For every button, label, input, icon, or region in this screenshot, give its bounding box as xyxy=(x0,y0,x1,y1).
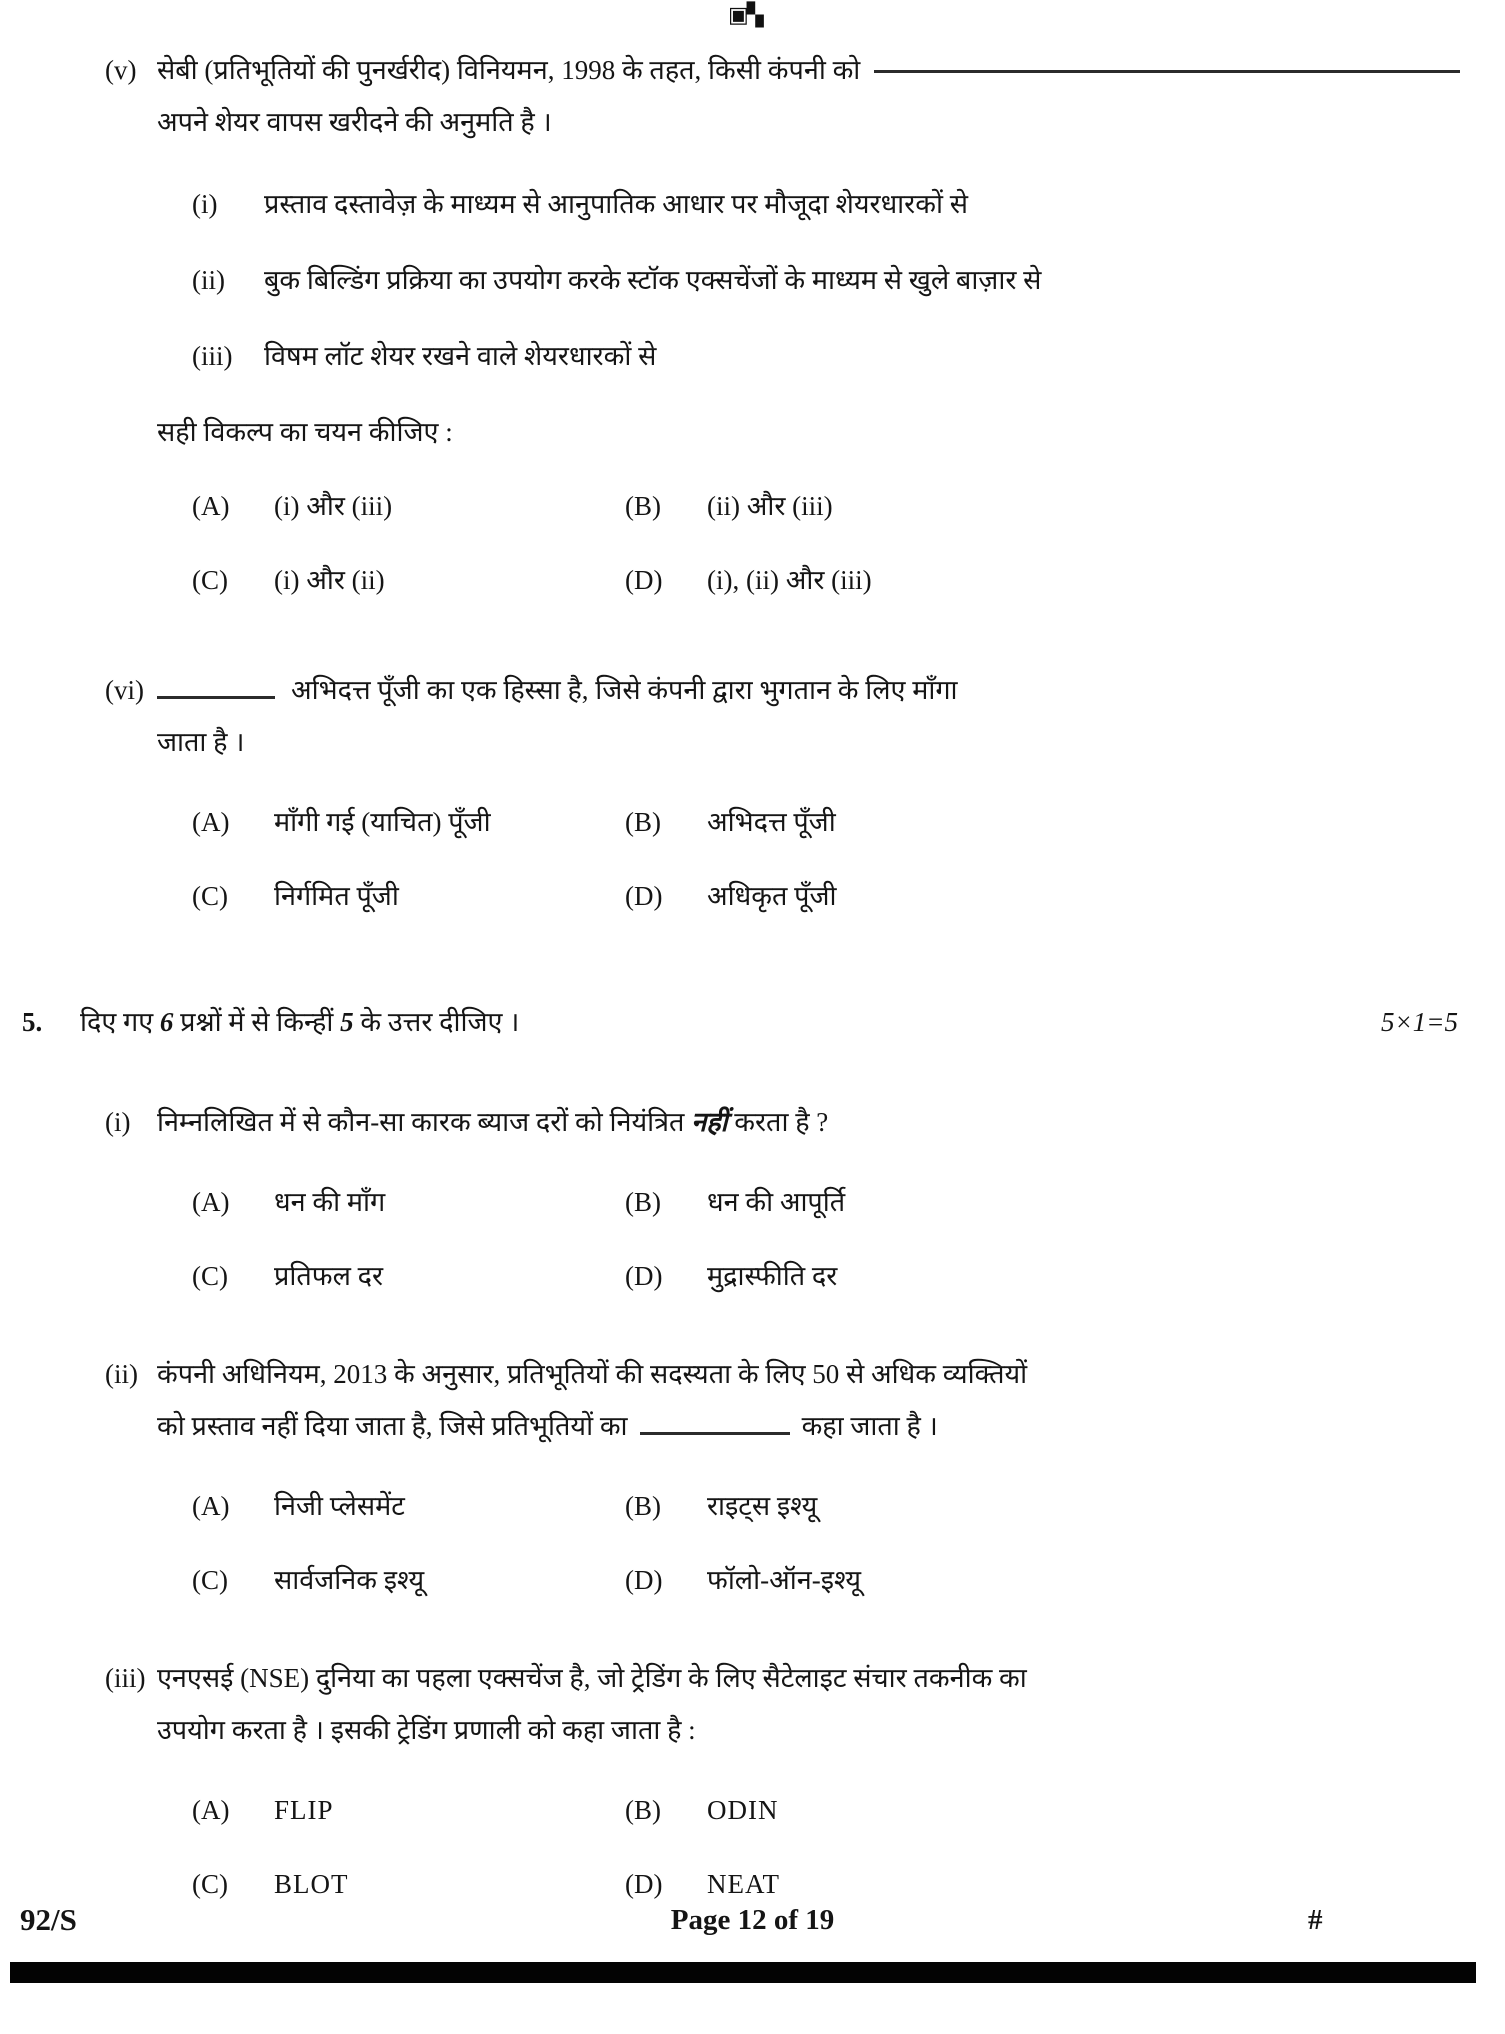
option-text: सार्वजनिक इश्यू xyxy=(274,1565,425,1595)
option-text: अभिदत्त पूँजी xyxy=(707,807,836,837)
option-b xyxy=(625,1790,1460,1830)
option-label: (C) xyxy=(192,1261,228,1291)
question-5iii-label: (iii) xyxy=(105,1663,146,1693)
text-part: निम्नलिखित में से कौन-सा कारक ब्याज दरों को नियंत्रित xyxy=(157,1107,692,1137)
option-text: BLOT xyxy=(274,1869,349,1899)
option-label: (C) xyxy=(192,881,228,911)
statement-row-iii xyxy=(0,336,1460,376)
question-5i xyxy=(0,1096,1460,1148)
option-c xyxy=(192,1864,625,1904)
question-4v-line1 xyxy=(157,44,1460,96)
option-label: (D) xyxy=(625,1869,663,1899)
fill-in-blank-line xyxy=(874,70,1460,73)
question-4vi-label: (vi) xyxy=(105,675,144,705)
option-b xyxy=(625,486,1460,526)
hash-mark: # xyxy=(1308,1904,1323,1936)
option-label: (D) xyxy=(625,1565,663,1595)
option-label: (A) xyxy=(192,807,230,837)
question-4v-line2: अपने शेयर वापस खरीदने की अनुमति है । xyxy=(157,107,552,137)
option-text: निजी प्लेसमेंट xyxy=(274,1491,405,1521)
question-5ii xyxy=(0,1348,1460,1452)
option-label: (B) xyxy=(625,1795,661,1825)
statement-label: (ii) xyxy=(192,265,225,295)
print-registration-icon: ▣▚ xyxy=(728,2,762,27)
option-label: (C) xyxy=(192,1869,228,1899)
option-c xyxy=(192,1256,625,1296)
option-label: (A) xyxy=(192,1187,230,1217)
question-5-intro xyxy=(80,1000,1381,1044)
question-4vi-line2: जाता है । xyxy=(157,727,245,757)
option-label: (B) xyxy=(625,491,661,521)
paper-code: 92/S xyxy=(20,1902,77,1937)
option-c xyxy=(192,876,625,916)
question-number: 5. xyxy=(22,1007,43,1037)
option-text: (ii) और (iii) xyxy=(707,491,833,521)
option-d xyxy=(625,1560,1460,1600)
fill-in-blank-line xyxy=(157,696,275,699)
option-text: राइट्स इश्यू xyxy=(707,1491,818,1521)
option-label: (C) xyxy=(192,565,228,595)
option-c xyxy=(192,1560,625,1600)
option-label: (B) xyxy=(625,1491,661,1521)
option-label: (C) xyxy=(192,1565,228,1595)
option-d xyxy=(625,560,1460,600)
instruction-text: सही विकल्प का चयन कीजिए : xyxy=(157,417,453,447)
option-text: निर्गमित पूँजी xyxy=(274,881,399,911)
option-b xyxy=(625,802,1460,842)
question-4v-options-grid xyxy=(192,486,1460,600)
statement-row-i xyxy=(0,184,1460,224)
question-4vi-line1-text: अभिदत्त पूँजी का एक हिस्सा है, जिसे कंपनी द्वारा भुगतान के लिए माँगा xyxy=(291,675,958,705)
option-a xyxy=(192,1790,625,1830)
statement-text: विषम लॉट शेयर रखने वाले शेयरधारकों से xyxy=(264,341,657,371)
option-label: (A) xyxy=(192,1491,230,1521)
text-part: को प्रस्ताव नहीं दिया जाता है, जिसे प्रतिभूतियों का xyxy=(157,1411,628,1441)
option-b xyxy=(625,1182,1460,1222)
intro-count-attempt: 5 xyxy=(340,1007,354,1037)
page-number: Page 12 of 19 xyxy=(670,1904,835,1936)
question-4v-line1-text: सेबी (प्रतिभूतियों की पुनर्खरीद) विनियमन, 1998 के तहत, किसी कंपनी को xyxy=(157,55,861,85)
option-a xyxy=(192,486,625,526)
marks-label: 5×1=5 xyxy=(1381,1007,1458,1037)
option-text: प्रतिफल दर xyxy=(274,1261,383,1291)
option-label: (A) xyxy=(192,491,230,521)
option-label: (B) xyxy=(625,807,661,837)
option-text: (i) और (ii) xyxy=(274,565,385,595)
emphasized-word: नहीं xyxy=(691,1107,728,1137)
option-a xyxy=(192,1486,625,1526)
question-4vi-line1 xyxy=(157,664,1460,716)
question-5iii-body xyxy=(157,1652,1460,1756)
option-text: फॉलो-ऑन-इश्यू xyxy=(707,1565,862,1595)
question-5-header xyxy=(0,1000,1460,1044)
option-label: (D) xyxy=(625,1261,663,1291)
option-text: अधिकृत पूँजी xyxy=(707,881,837,911)
statement-text: प्रस्ताव दस्तावेज़ के माध्यम से आनुपातिक आधार पर मौजूदा शेयरधारकों से xyxy=(264,189,968,219)
text-part: कहा जाता है । xyxy=(801,1411,938,1441)
intro-part: के उत्तर दीजिए । xyxy=(353,1007,520,1037)
statement-text: बुक बिल्डिंग प्रक्रिया का उपयोग करके स्टॉक एक्सचेंजों के माध्यम से खुले बाज़ार से xyxy=(264,265,1042,295)
option-text: ODIN xyxy=(707,1795,779,1825)
intro-part: प्रश्नों में से किन्हीं xyxy=(173,1007,341,1037)
question-4v xyxy=(0,44,1460,148)
question-5ii-line1: कंपनी अधिनियम, 2013 के अनुसार, प्रतिभूतियों की सदस्यता के लिए 50 से अधिक व्यक्तियों xyxy=(157,1359,1028,1389)
option-text: (i) और (iii) xyxy=(274,491,393,521)
question-5i-options-grid xyxy=(192,1182,1460,1296)
option-d xyxy=(625,876,1460,916)
option-text: धन की माँग xyxy=(274,1187,386,1217)
statement-row-ii xyxy=(0,260,1460,300)
statement-label: (i) xyxy=(192,189,218,219)
option-a xyxy=(192,1182,625,1222)
option-d xyxy=(625,1256,1460,1296)
question-4vi xyxy=(0,664,1460,768)
question-5iii-line2: उपयोग करता है । इसकी ट्रेडिंग प्रणाली को कहा जाता है : xyxy=(157,1715,696,1745)
question-5ii-line2 xyxy=(157,1400,1460,1452)
option-text: माँगी गई (याचित) पूँजी xyxy=(274,807,491,837)
option-text: (i), (ii) और (iii) xyxy=(707,565,872,595)
question-5iii xyxy=(0,1652,1460,1756)
page-footer xyxy=(0,1902,1505,1948)
question-5iii-line1: एनएसई (NSE) दुनिया का पहला एक्सचेंज है, जो ट्रेडिंग के लिए सैटेलाइट संचार तकनीक का xyxy=(157,1663,1027,1693)
option-c xyxy=(192,560,625,600)
option-label: (A) xyxy=(192,1795,230,1825)
bottom-rule-bar xyxy=(10,1962,1476,1983)
option-d xyxy=(625,1864,1460,1904)
option-text: धन की आपूर्ति xyxy=(707,1187,846,1217)
text-part: करता है ? xyxy=(727,1107,829,1137)
question-5ii-options-grid xyxy=(192,1486,1460,1600)
question-5i-body xyxy=(157,1096,1460,1148)
question-5i-text xyxy=(157,1096,1460,1148)
question-4v-body xyxy=(157,44,1460,148)
question-4vi-body xyxy=(157,664,1460,768)
question-5ii-body xyxy=(157,1348,1460,1452)
statement-label: (iii) xyxy=(192,341,233,371)
question-5iii-options-grid xyxy=(192,1790,1460,1904)
option-label: (D) xyxy=(625,565,663,595)
option-text: FLIP xyxy=(274,1795,334,1825)
option-label: (D) xyxy=(625,881,663,911)
question-5ii-label: (ii) xyxy=(105,1359,138,1389)
question-4v-label: (v) xyxy=(105,55,137,85)
question-4vi-options-grid xyxy=(192,802,1460,916)
fill-in-blank-line xyxy=(640,1432,790,1435)
option-b xyxy=(625,1486,1460,1526)
intro-count-total: 6 xyxy=(159,1007,174,1037)
option-text: मुद्रास्फीति दर xyxy=(707,1261,838,1291)
option-label: (B) xyxy=(625,1187,661,1217)
question-5i-label: (i) xyxy=(105,1107,131,1137)
intro-part: दिए गए xyxy=(80,1007,160,1037)
option-text: NEAT xyxy=(707,1869,780,1899)
option-a xyxy=(192,802,625,842)
